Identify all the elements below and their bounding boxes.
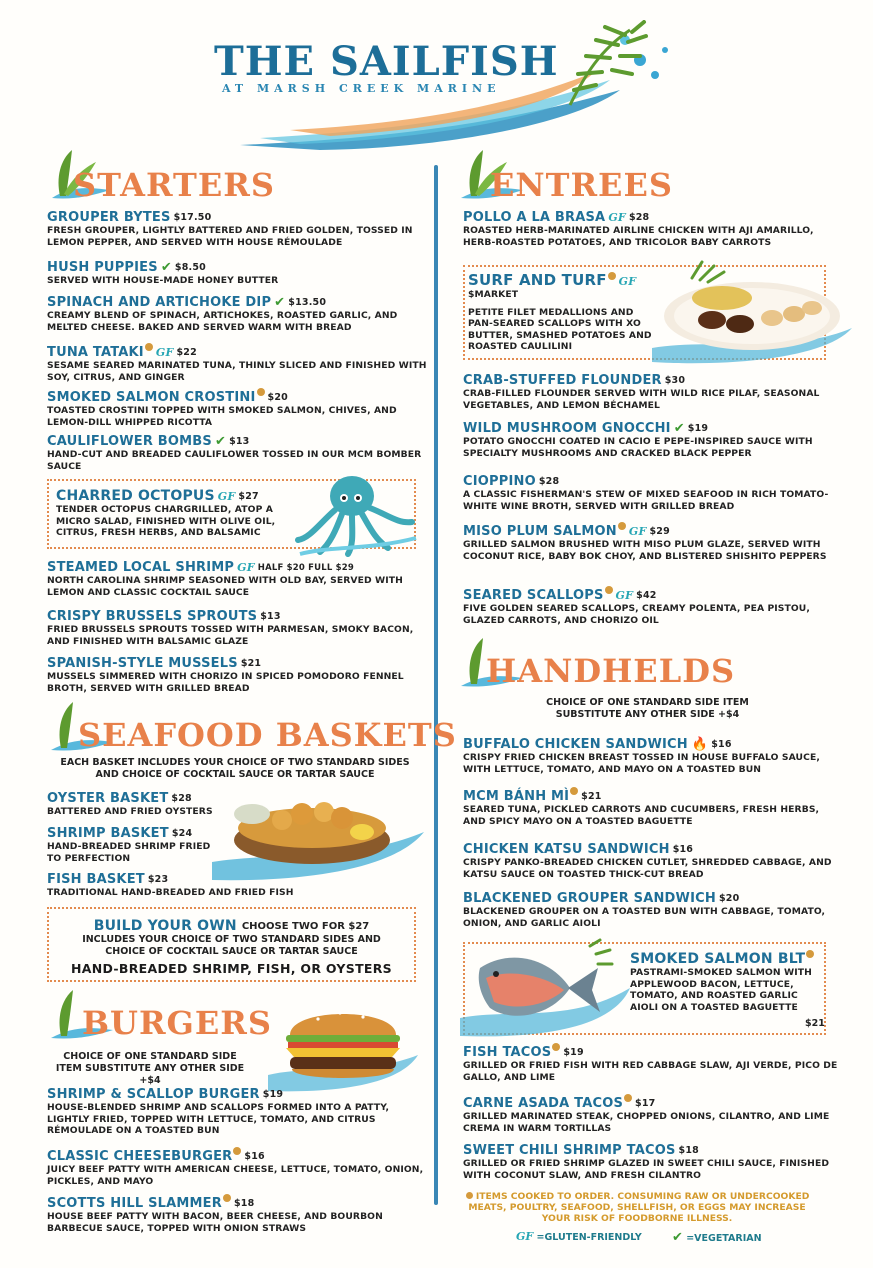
item-name: MISO PLUM SALMON [463, 524, 617, 539]
item-description: TOASTED CROSTINI TOPPED WITH SMOKED SALMON, CHIVES, AND LEMON-DILL WHIPPED RICOTTA [47, 405, 397, 428]
entree-item [463, 421, 843, 459]
build-your-own-options: HAND-BREADED SHRIMP, FISH, OR OYSTERS [71, 961, 392, 976]
item-name: MCM BÁNH MÌ [463, 789, 570, 804]
cooked-to-order-dot-icon [257, 388, 265, 396]
item-price: $13 [229, 436, 250, 447]
cooked-to-order-dot-icon [618, 522, 626, 530]
handhelds-heading: HANDHELDS [486, 652, 736, 690]
item-price: $21 [240, 658, 262, 669]
checkmark-vegetarian-icon: ✔ [672, 1230, 683, 1245]
item-name: CHICKEN KATSU SANDWICH [463, 842, 670, 857]
basket-item [47, 826, 217, 864]
item-description: GRILLED OR FRIED FISH WITH RED CABBAGE SLAW, AJI VERDE, PICO DE GALLO, AND LIME [463, 1060, 838, 1083]
item-price: $28 [538, 476, 560, 487]
item-description: JUICY BEEF PATTY WITH AMERICAN CHEESE, LETTUCE, TOMATO, ONION, PICKLES, AND MAYO [47, 1164, 424, 1187]
starters-heading: STARTERS [73, 166, 275, 204]
burger-item [47, 1194, 427, 1234]
starter-item [47, 343, 427, 383]
handheld-item [463, 737, 843, 775]
item-price: $16 [244, 1151, 265, 1162]
item-description: GRILLED MARINATED STEAK, CHOPPED ONIONS, CILANTRO, AND LIME CREMA IN WARM TORTILLAS [463, 1111, 830, 1134]
item-price: $16 [672, 844, 694, 855]
item-name: SHRIMP & SCALLOP BURGER [47, 1087, 260, 1102]
consumer-advisory [462, 1191, 812, 1224]
item-name: HUSH PUPPIES [47, 260, 158, 275]
basket-item [47, 791, 247, 818]
handheld-item [463, 891, 843, 929]
item-name: SHRIMP BASKET [47, 826, 169, 841]
item-name: WILD MUSHROOM GNOCCHI [463, 421, 671, 436]
seafood-baskets-heading: SEAFOOD BASKETS [78, 716, 457, 754]
item-name: FISH BASKET [47, 872, 145, 887]
item-name: CARNE ASADA TACOS [463, 1096, 624, 1111]
steak-scallop-plate-illustration [652, 258, 852, 366]
item-description: NORTH CAROLINA SHRIMP SEASONED WITH OLD BAY, SERVED WITH LEMON AND CLASSIC COCKTAIL SAUCE [47, 575, 403, 598]
starter-item [47, 434, 427, 472]
entree-item [463, 474, 843, 512]
item-price: $8.50 [174, 262, 206, 273]
build-your-own-price: CHOOSE TWO FOR $27 [241, 921, 370, 932]
item-description: HOUSE BEEF PATTY WITH BACON, BEER CHEESE, AND BOURBON BARBECUE SAUCE, TOPPED WITH ONION STRAWS [47, 1211, 383, 1234]
consumer-advisory-text: ITEMS COOKED TO ORDER. CONSUMING RAW OR UNDERCOOKED MEATS, POULTRY, SEAFOOD, SHELLFISH, OR EGGS MAY INCREASE YOUR RISK OF FOODBORNE ILLNESS. [468, 1191, 810, 1224]
starter-item [47, 656, 427, 694]
item-price: $16 [711, 739, 732, 750]
checkmark-vegetarian-icon: ✔ [214, 434, 227, 449]
item-name: CHARRED OCTOPUS [56, 488, 215, 504]
item-description: CRISPY PANKO-BREADED CHICKEN CUTLET, SHREDDED CABBAGE, AND KATSU SAUCE ON TOASTED THICK-CUT BREAD [463, 857, 832, 880]
item-description: SERVED WITH HOUSE-MADE HONEY BUTTER [47, 275, 279, 286]
item-name: CRAB-STUFFED FLOUNDER [463, 373, 662, 388]
item-description: BATTERED AND FRIED OYSTERS [47, 806, 213, 817]
item-name: SWEET CHILI SHRIMP TACOS [463, 1143, 676, 1158]
item-name: SURF AND TURF [468, 271, 607, 289]
entree-item [463, 210, 843, 248]
item-price: $23 [147, 874, 169, 885]
checkmark-vegetarian-icon: ✔ [160, 260, 172, 275]
cooked-to-order-dot-icon [608, 272, 616, 280]
handheld-item [630, 950, 822, 1013]
legend-vegetarian [672, 1230, 762, 1245]
item-name: POLLO A LA BRASA [463, 210, 606, 225]
build-your-own-box [47, 907, 416, 982]
legend-gf-text: =GLUTEN-FRIENDLY [536, 1232, 642, 1243]
starter-item [47, 295, 427, 333]
entree-item [463, 522, 843, 562]
basket-item [47, 872, 347, 899]
starter-item [47, 260, 427, 287]
item-name: TUNA TATAKI [47, 345, 144, 360]
item-price: $19 [262, 1089, 284, 1100]
checkmark-vegetarian-icon: ✔ [673, 421, 685, 436]
item-name: GROUPER BYTES [47, 210, 171, 225]
item-price: $27 [238, 491, 259, 502]
baskets-note: EACH BASKET INCLUDES YOUR CHOICE OF TWO STANDARD SIDES AND CHOICE OF COCKTAIL SAUCE OR TARTAR SAUCE [60, 757, 410, 780]
gluten-friendly-icon: GF [608, 211, 626, 224]
gluten-friendly-icon: GF [618, 275, 637, 288]
item-name: STEAMED LOCAL SHRIMP [47, 560, 235, 575]
cooked-to-order-dot-icon [145, 343, 153, 351]
item-price: $22 [176, 347, 197, 358]
item-price: $MARKET [468, 289, 519, 300]
item-name: SPINACH AND ARTICHOKE DIP [47, 295, 272, 310]
item-name: SMOKED SALMON CROSTINI [47, 390, 256, 405]
item-name: SCOTTS HILL SLAMMER [47, 1196, 222, 1211]
item-name: FISH TACOS [463, 1045, 552, 1060]
item-description: GRILLED SALMON BRUSHED WITH MISO PLUM GLAZE, SERVED WITH COCONUT RICE, BABY BOK CHOY, AND BLISTERED SHISHITO PEPPERS [463, 539, 827, 562]
item-description: HOUSE-BLENDED SHRIMP AND SCALLOPS FORMED INTO A PATTY, LIGHTLY FRIED, TOPPED WITH LETTUCE, TOMATO, AND CITRUS RÉMOULADE ON A TOASTED BUN [47, 1102, 390, 1136]
burger-illustration [268, 995, 418, 1093]
item-price: $19 [687, 423, 709, 434]
burger-item [47, 1147, 427, 1187]
handheld-item [463, 787, 843, 827]
item-price: $28 [171, 793, 192, 804]
item-description: HAND-CUT AND BREADED CAULIFLOWER TOSSED IN OUR MCM BOMBER SAUCE [47, 449, 422, 472]
item-price: $17 [635, 1098, 656, 1109]
column-divider [434, 165, 438, 1205]
item-price: HALF $20 FULL $29 [257, 563, 354, 573]
item-name: CIOPPINO [463, 474, 536, 489]
cooked-to-order-dot-icon [552, 1043, 560, 1051]
item-description: PETITE FILET MEDALLIONS AND PAN-SEARED SCALLOPS WITH XO BUTTER, SMASHED POTATOES AND ROASTED CAULILINI [468, 306, 652, 352]
starter-item [56, 488, 296, 539]
item-description: POTATO GNOCCHI COATED IN CACIO E PEPE-INSPIRED SAUCE WITH SPECIALTY MUSHROOMS AND CRACKED BLACK PEPPER [463, 436, 813, 459]
item-description: FRESH GROUPER, LIGHTLY BATTERED AND FRIED GOLDEN, TOSSED IN LEMON PEPPER, AND SERVED WITH HOUSE RÉMOULADE [47, 225, 413, 248]
cooked-to-order-dot-icon [624, 1094, 632, 1102]
item-description: HAND-BREADED SHRIMP FRIED TO PERFECTION [47, 841, 211, 864]
entree-item [468, 271, 658, 353]
cooked-to-order-dot-icon [223, 1194, 231, 1202]
item-description: PASTRAMI-SMOKED SALMON WITH APPLEWOOD BACON, LETTUCE, TOMATO, AND ROASTED GARLIC AIOLI ON A TOASTED BAGUETTE [630, 967, 812, 1013]
burgers-heading: BURGERS [82, 1004, 272, 1042]
item-price: $29 [649, 526, 670, 537]
item-description: SESAME SEARED MARINATED TUNA, THINLY SLICED AND FINISHED WITH SOY, CITRUS, AND GINGER [47, 360, 427, 383]
build-your-own-title: BUILD YOUR OWN [93, 918, 237, 934]
cooked-to-order-dot-icon [466, 1192, 473, 1199]
restaurant-title: THE SAILFISH [214, 38, 559, 85]
burgers-note: CHOICE OF ONE STANDARD SIDE ITEM SUBSTITUTE ANY OTHER SIDE +$4 [55, 1051, 245, 1086]
item-price: $13 [260, 611, 281, 622]
gluten-friendly-icon: GF [217, 490, 236, 503]
gluten-friendly-icon: GF [615, 589, 634, 602]
item-name: SEARED SCALLOPS [463, 588, 604, 603]
item-price: $18 [233, 1198, 255, 1209]
octopus-illustration [290, 468, 420, 558]
item-description: MUSSELS SIMMERED WITH CHORIZO IN SPICED POMODORO FENNEL BROTH, SERVED WITH GRILLED BREAD [47, 671, 404, 694]
handhelds-note: CHOICE OF ONE STANDARD SIDE ITEM SUBSTITUTE ANY OTHER SIDE +$4 [546, 697, 749, 720]
entree-item [463, 586, 843, 626]
item-price: $17.50 [173, 212, 212, 223]
item-description: CREAMY BLEND OF SPINACH, ARTICHOKES, ROASTED GARLIC, AND MELTED CHEESE. BAKED AND SERVED WARM WITH BREAD [47, 310, 398, 333]
restaurant-subtitle: AT MARSH CREEK MARINE [222, 82, 501, 95]
item-price: $24 [171, 828, 193, 839]
gluten-friendly-icon: GF [237, 561, 255, 574]
burger-item [47, 1087, 427, 1137]
item-price: $21 [581, 791, 602, 802]
pepper-flame-icon: 🔥 [691, 737, 709, 752]
gluten-friendly-icon: GF [516, 1230, 534, 1243]
item-description: GRILLED OR FRIED SHRIMP GLAZED IN SWEET CHILI SAUCE, FINISHED WITH COCONUT SLAW, AND FRESH CILANTRO [463, 1158, 830, 1181]
item-price: $42 [636, 590, 657, 601]
cooked-to-order-dot-icon [806, 950, 814, 958]
gluten-friendly-icon: GF [155, 346, 174, 359]
item-name: SMOKED SALMON BLT [630, 951, 806, 967]
item-price: $20 [267, 392, 288, 403]
item-price: $20 [718, 893, 740, 904]
legend-gluten-friendly [516, 1230, 642, 1243]
starter-item [47, 560, 427, 598]
starter-item [47, 609, 427, 647]
item-description: TENDER OCTOPUS CHARGRILLED, ATOP A MICRO SALAD, FINISHED WITH OLIVE OIL, CITRUS, FRESH HERBS, AND BALSAMIC [56, 504, 276, 538]
item-name: BLACKENED GROUPER SANDWICH [463, 891, 716, 906]
starter-item [47, 388, 427, 428]
item-price: $30 [664, 375, 686, 386]
item-price: $21 [805, 1018, 825, 1029]
item-description: CRAB-FILLED FLOUNDER SERVED WITH WILD RICE PILAF, SEASONAL VEGETABLES, AND LEMON BÉCHAMEL [463, 388, 820, 411]
handheld-item [463, 842, 843, 880]
starter-item [47, 210, 427, 248]
item-description: A CLASSIC FISHERMAN'S STEW OF MIXED SEAFOOD IN RICH TOMATO-WHITE WINE BROTH, SERVED WITH GRILLED BREAD [463, 489, 829, 512]
item-price: $19 [563, 1047, 584, 1058]
legend-veg-text: =VEGETARIAN [686, 1233, 762, 1244]
item-description: FIVE GOLDEN SEARED SCALLOPS, CREAMY POLENTA, PEA PISTOU, GLAZED CARROTS, AND CHORIZO OIL [463, 603, 810, 626]
handheld-item [463, 1094, 843, 1134]
item-price: $18 [678, 1145, 699, 1156]
cooked-to-order-dot-icon [233, 1147, 241, 1155]
item-name: CLASSIC CHEESEBURGER [47, 1149, 233, 1164]
item-description: SEARED TUNA, PICKLED CARROTS AND CUCUMBERS, FRESH HERBS, AND SPICY MAYO ON A TOASTED BAGUETTE [463, 804, 820, 827]
item-name: SPANISH-STYLE MUSSELS [47, 656, 238, 671]
item-name: CRISPY BRUSSELS SPROUTS [47, 609, 258, 624]
item-description: BLACKENED GROUPER ON A TOASTED BUN WITH CABBAGE, TOMATO, ONION, AND GARLIC AIOLI [463, 906, 826, 929]
item-name: OYSTER BASKET [47, 791, 169, 806]
item-name: CAULIFLOWER BOMBS [47, 434, 212, 449]
entrees-heading: ENTREES [490, 166, 673, 204]
cooked-to-order-dot-icon [605, 586, 613, 594]
handheld-item [463, 1043, 843, 1083]
item-price: $28 [628, 212, 650, 223]
handheld-item [463, 1143, 843, 1181]
item-price: $13.50 [288, 297, 327, 308]
item-description: ROASTED HERB-MARINATED AIRLINE CHICKEN WITH AJI AMARILLO, HERB-ROASTED POTATOES, AND TRICOLOR BABY CARROTS [463, 225, 814, 248]
item-description: CRISPY FRIED CHICKEN BREAST TOSSED IN HOUSE BUFFALO SAUCE, WITH LETTUCE, TOMATO, AND MAYO ON A TOASTED BUN [463, 752, 820, 775]
item-name: BUFFALO CHICKEN SANDWICH [463, 737, 688, 752]
salmon-fish-illustration [460, 938, 630, 1038]
gluten-friendly-icon: GF [628, 525, 647, 538]
cooked-to-order-dot-icon [570, 787, 578, 795]
build-your-own-desc: INCLUDES YOUR CHOICE OF TWO STANDARD SIDES AND CHOICE OF COCKTAIL SAUCE OR TARTAR SAUCE [82, 934, 381, 957]
item-description: TRADITIONAL HAND-BREADED AND FRIED FISH [47, 887, 294, 898]
entree-item [463, 373, 843, 411]
checkmark-vegetarian-icon: ✔ [274, 295, 286, 310]
item-description: FRIED BRUSSELS SPROUTS TOSSED WITH PARMESAN, SMOKY BACON, AND FINISHED WITH BALSAMIC GLAZE [47, 624, 414, 647]
